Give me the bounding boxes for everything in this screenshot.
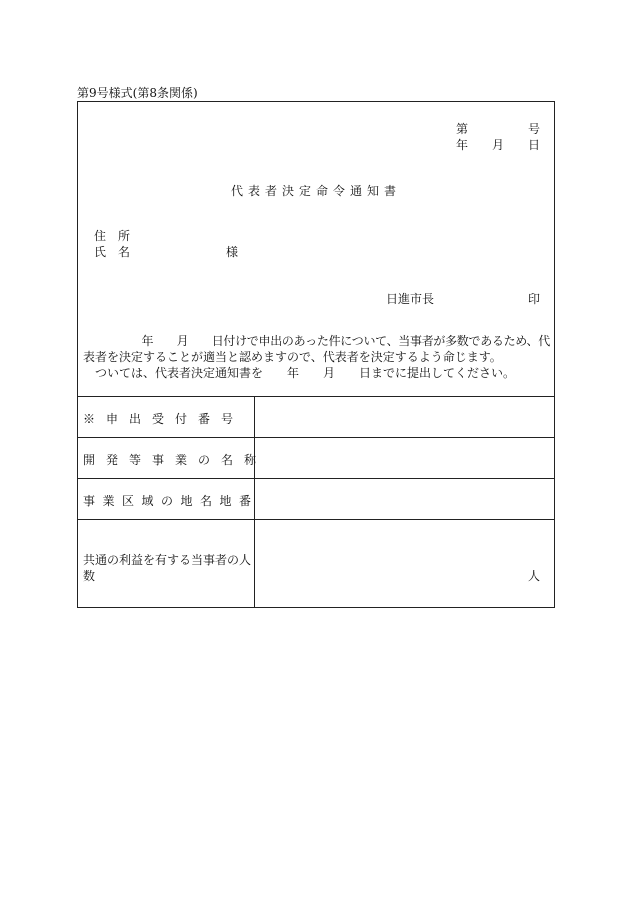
project-name-field[interactable] (258, 440, 550, 476)
number-suffix: 号 (528, 122, 541, 136)
notice-form-frame (77, 101, 555, 608)
party-count-unit: 人 (528, 569, 541, 583)
party-count-label-line2: 数 (83, 569, 96, 583)
name-label: 氏 名 (94, 245, 131, 259)
address-label: 住 所 (94, 229, 131, 243)
table-top-border (78, 396, 554, 397)
issuer-name: 日進市長 (386, 292, 435, 306)
table-row-divider (78, 437, 554, 438)
form-caption: 第9号様式(第8条関係) (77, 86, 198, 100)
date-month: 月 (492, 138, 505, 152)
body-line-1: 年 月 日付けで申出のあった件について、当事者が多数であるため、代 (83, 334, 550, 348)
project-area-field[interactable] (258, 481, 550, 517)
party-count-label-line1: 共通の利益を有する当事者の人 (83, 553, 252, 567)
table-row-label: 開発等事業の名称 (83, 453, 268, 467)
document-title: 代表者決定命令通知書 (230, 184, 401, 198)
table-row-divider (78, 478, 554, 479)
honorific: 様 (226, 245, 239, 259)
receipt-number-field[interactable] (258, 399, 550, 435)
seal-mark: 印 (528, 292, 541, 306)
table-row-label: 事業区域の地名地番 (83, 494, 259, 508)
date-year: 年 (456, 138, 469, 152)
table-row-divider (78, 519, 554, 520)
number-prefix: 第 (456, 122, 469, 136)
table-row-label: ※申出受付番号 (83, 412, 245, 426)
body-line-3: ついては、代表者決定通知書を 年 月 日までに提出してください。 (83, 366, 516, 380)
body-paragraph (83, 333, 551, 381)
body-line-2: 表者を決定することが適当と認めますので、代表者を決定するよう命じます。 (83, 350, 502, 364)
date-day: 日 (528, 138, 541, 152)
